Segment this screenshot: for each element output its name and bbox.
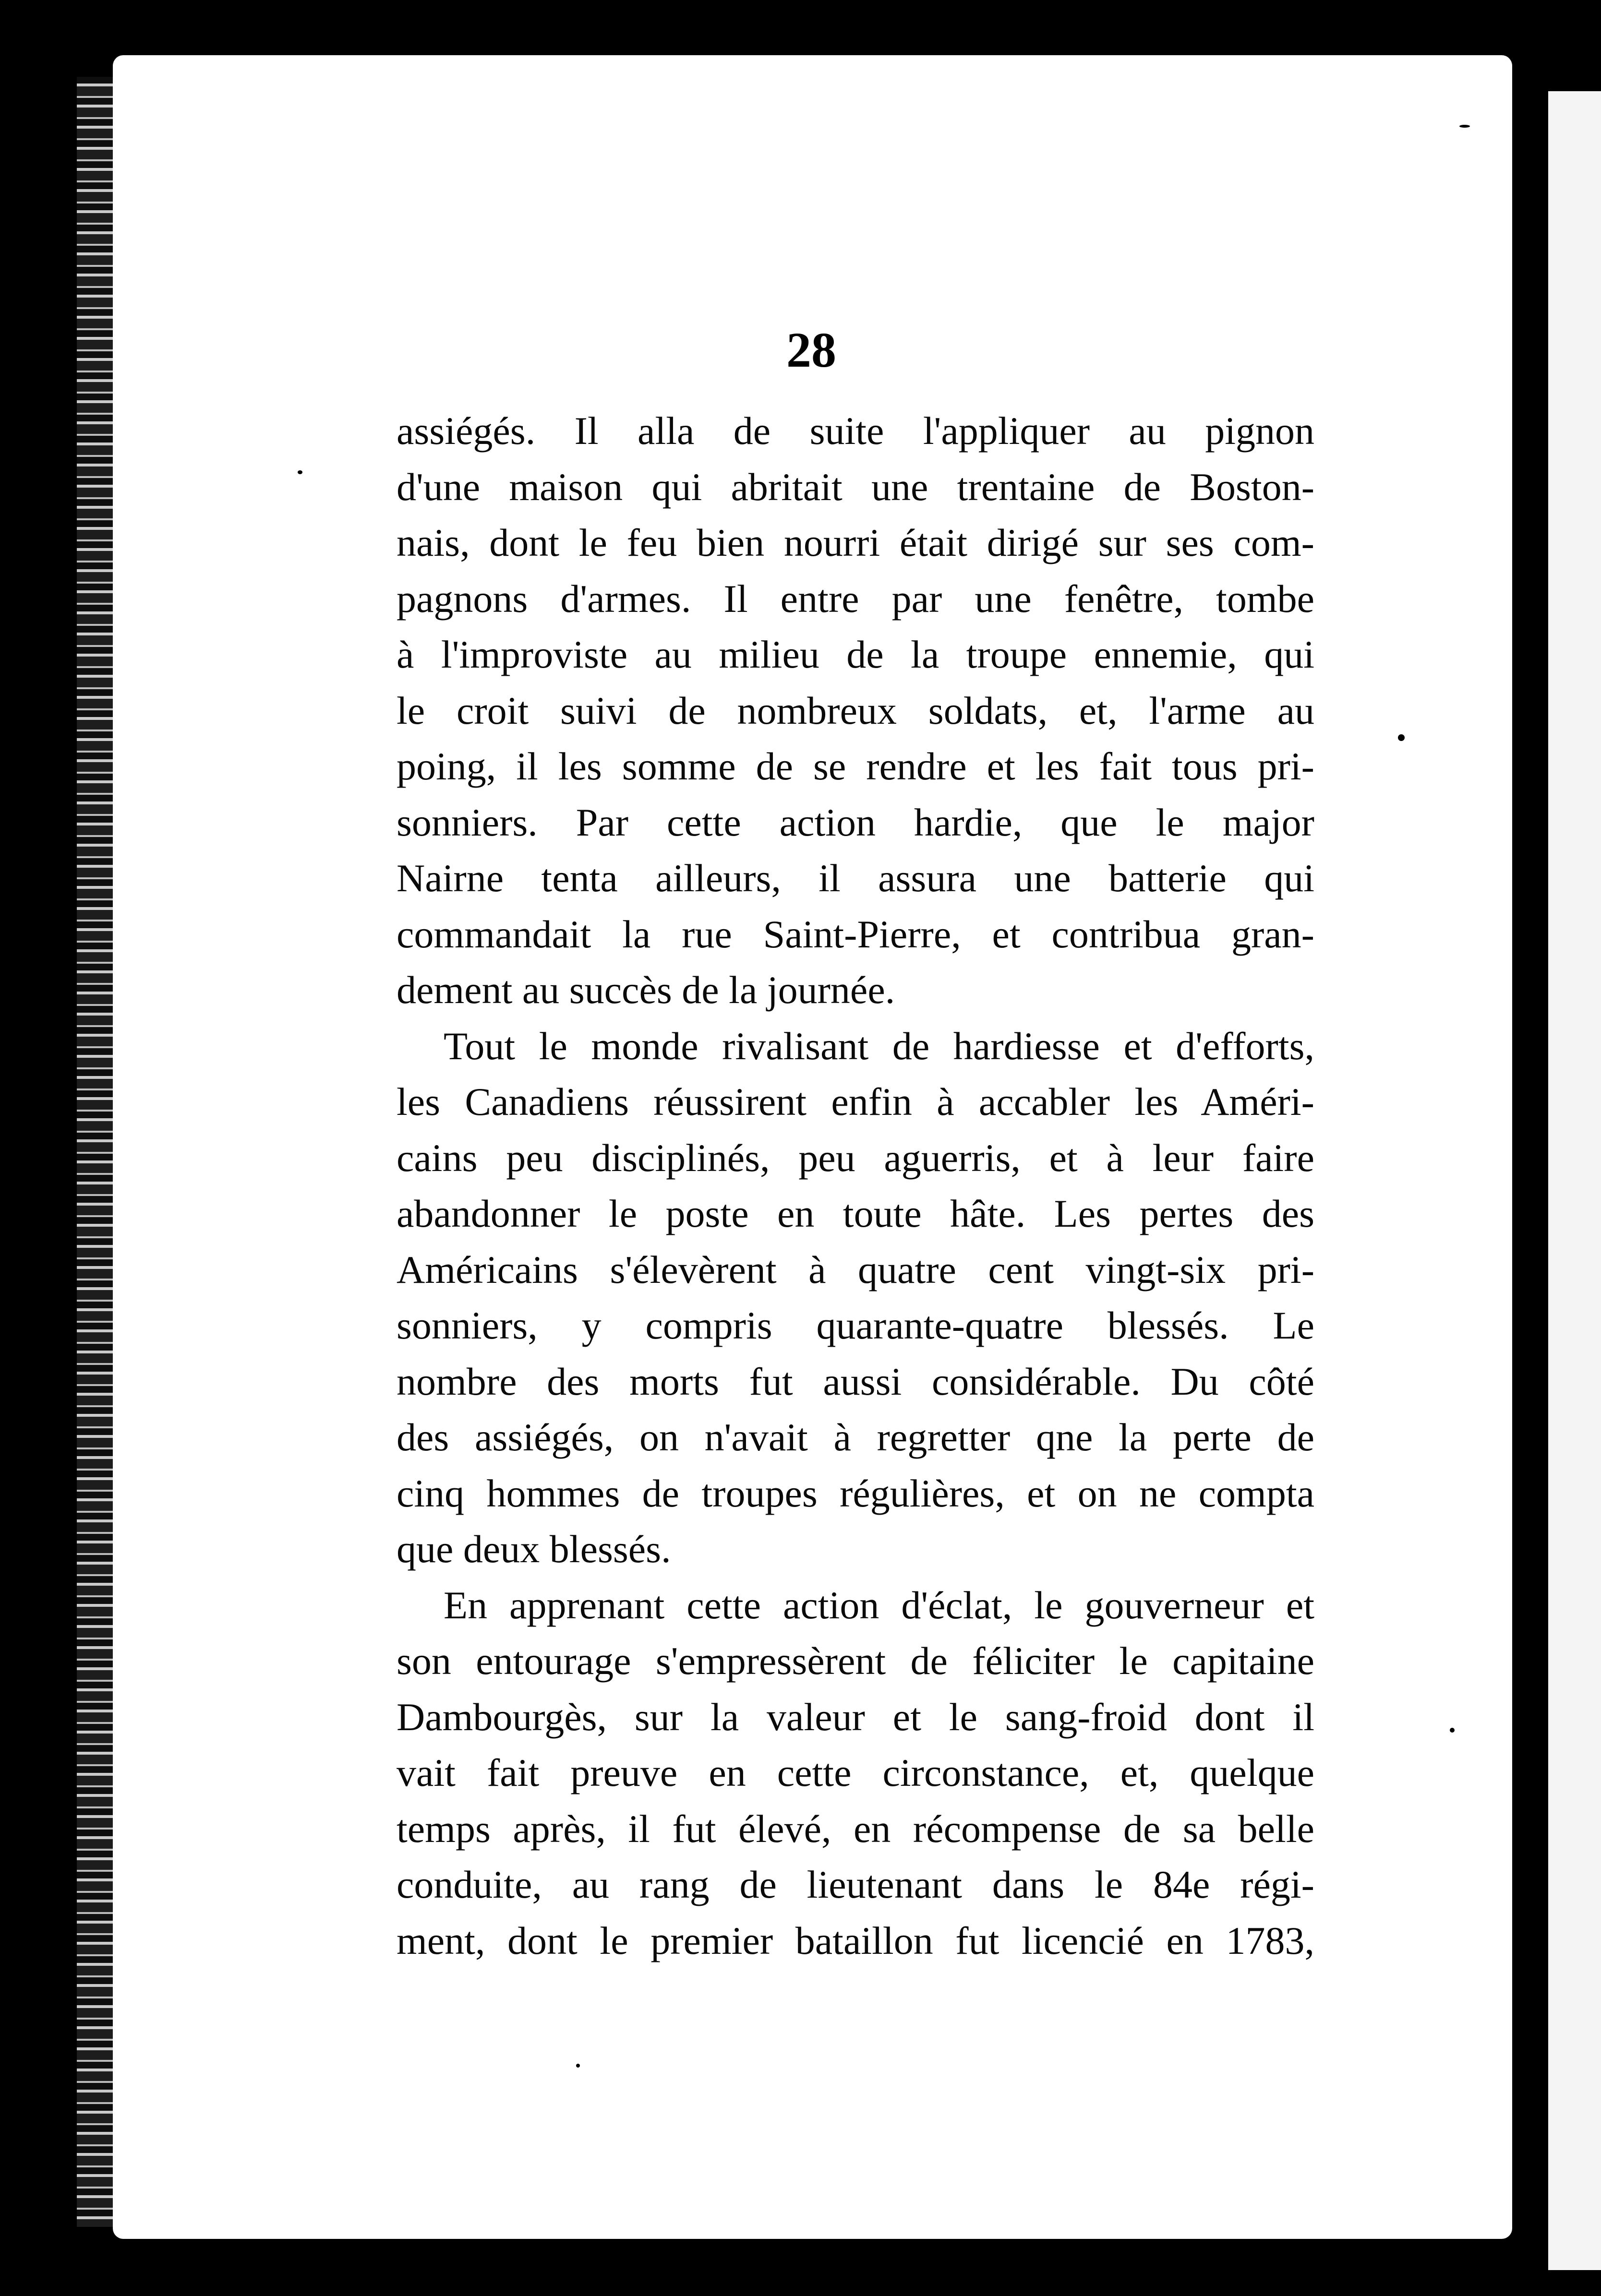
text-line: cinq hommes de troupes régulières, et on ne compta <box>397 1471 1314 1515</box>
text-line: son entourage s'empressèrent de féliciter le capitaine <box>397 1639 1314 1683</box>
text-line: d'une maison qui abritait une trentaine de Boston- <box>397 465 1314 509</box>
text-line: cains peu disciplinés, peu aguerris, et à leur faire <box>397 1136 1314 1180</box>
paragraph-1 <box>397 403 1314 1018</box>
scan-speck <box>1398 734 1405 741</box>
scan-speck <box>298 470 302 474</box>
text-line: commandait la rue Saint-Pierre, et contribua gran- <box>397 912 1314 956</box>
text-line: vait fait preuve en cette circonstance, et, quelque <box>397 1751 1314 1794</box>
binding-edge <box>77 77 115 2227</box>
paragraph-3 <box>397 1578 1314 1969</box>
text-line: dement au succès de la journée. <box>397 968 895 1012</box>
text-line: abandonner le poste en toute hâte. Les pertes des <box>397 1192 1314 1235</box>
text-line: En apprenant cette action d'éclat, le gouverneur et <box>444 1583 1314 1627</box>
scan-speck <box>1450 1728 1455 1733</box>
text-line: à l'improviste au milieu de la troupe ennemie, qui <box>397 633 1314 676</box>
text-line: le croit suivi de nombreux soldats, et, l'arme au <box>397 688 1314 732</box>
text-line: Américains s'élevèrent à quatre cent vingt-six pri- <box>397 1247 1314 1292</box>
text-line: les Canadiens réussirent enfin à accabler les Améri- <box>397 1080 1314 1124</box>
text-line: ment, dont le premier bataillon fut licencié en 1783, <box>397 1918 1314 1962</box>
body-text <box>397 403 1314 1969</box>
next-page-edge <box>1548 91 1601 2270</box>
text-line: sonniers, y compris quarante-quatre blessés. Le <box>397 1303 1314 1347</box>
text-line: assiégés. Il alla de suite l'appliquer au pignon <box>397 409 1314 453</box>
scan-speck <box>1459 125 1470 128</box>
text-line: poing, il les somme de se rendre et les fait tous pri- <box>397 744 1314 788</box>
text-line: Dambourgès, sur la valeur et le sang-froid dont il <box>397 1695 1314 1739</box>
paragraph-2 <box>397 1018 1314 1578</box>
text-line: nombre des morts fut aussi considérable. Du côté <box>397 1359 1314 1403</box>
text-line: des assiégés, on n'avait à regretter qne la perte de <box>397 1415 1314 1459</box>
page-number: 28 <box>786 323 836 378</box>
scan-speck <box>576 2064 580 2068</box>
text-line: sonniers. Par cette action hardie, que le major <box>397 800 1314 844</box>
text-line: que deux blessés. <box>397 1527 671 1571</box>
text-line: conduite, au rang de lieutenant dans le 84e régi- <box>397 1863 1314 1906</box>
text-line: Tout le monde rivalisant de hardiesse et d'efforts, <box>444 1024 1314 1068</box>
text-line: pagnons d'armes. Il entre par une fenêtre, tombe <box>397 576 1314 621</box>
text-line: nais, dont le feu bien nourri était dirigé sur ses com- <box>397 521 1314 564</box>
text-line: Nairne tenta ailleurs, il assura une batterie qui <box>397 856 1314 900</box>
text-line: temps après, il fut élevé, en récompense de sa belle <box>397 1806 1314 1851</box>
